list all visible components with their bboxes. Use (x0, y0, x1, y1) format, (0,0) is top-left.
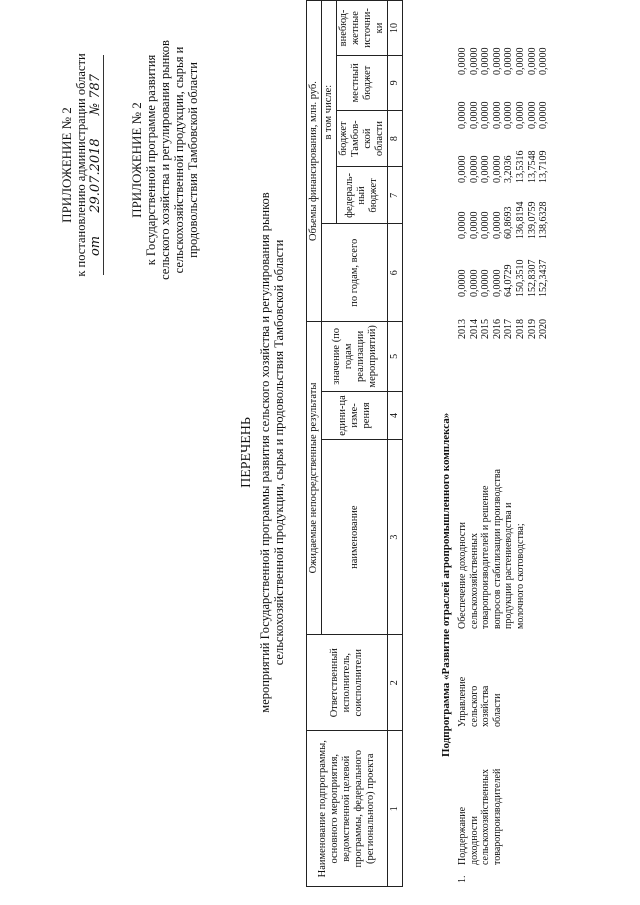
regional-cell: 13,5316 (514, 150, 526, 183)
federal-cell: 138,6328 (538, 201, 550, 239)
federal-cell: 0,0000 (457, 211, 468, 239)
row-result-line: молочного скотоводства; (514, 523, 526, 629)
total-cell: 152,8307 (526, 259, 538, 297)
regional-cell: 13,7109 (538, 150, 550, 183)
total-cell: 152,3437 (538, 259, 550, 297)
total-cell: 0,0000 (480, 269, 492, 297)
row-executor-line: сельского (468, 685, 480, 727)
extra-cell: 0,0000 (468, 47, 480, 75)
col-number: 4 (388, 391, 403, 440)
extra-cell: 0,0000 (538, 47, 550, 75)
signature-prefix: от (88, 235, 103, 257)
extra-column (457, 48, 550, 76)
head-total: по годам, всего (322, 224, 388, 322)
col-number: 10 (388, 1, 403, 56)
total-cell: 150,3510 (514, 259, 526, 297)
subprogram-heading: Подпрограмма «Развитие отраслей агропромышленного комплекса» (440, 412, 452, 757)
extra-cell: 0,0000 (491, 47, 503, 75)
extra-cell: 0,0000 (526, 47, 538, 75)
local-cell: 0,0000 (503, 101, 515, 129)
row-result-line: сельскохозяйственных (468, 533, 480, 629)
col-number: 5 (388, 322, 403, 391)
col-number: 9 (388, 55, 403, 110)
header-table (306, 0, 403, 887)
federal-cell: 0,0000 (480, 211, 492, 239)
total-cell: 0,0000 (457, 269, 468, 297)
federal-cell: 0,0000 (468, 211, 480, 239)
total-cell: 0,0000 (491, 269, 503, 297)
total-cell: 64,0729 (503, 264, 515, 297)
federal-cell: 139,0759 (526, 201, 538, 239)
row-name-line: товаропроизводителей (491, 768, 503, 865)
head-local: местный бюджет (337, 55, 388, 110)
extra-cell: 0,0000 (503, 47, 515, 75)
year-cell: 2016 (491, 319, 503, 339)
col-number: 1 (388, 731, 403, 887)
federal-cell: 0,0000 (491, 211, 503, 239)
federal-column (457, 202, 550, 240)
regional-column (457, 151, 550, 184)
federal-cell: 60,8693 (503, 206, 515, 239)
regional-cell: 0,0000 (468, 155, 480, 183)
title-heading: ПЕРЕЧЕНЬ (239, 417, 254, 488)
title-line2: сельскохозяйственной продукции, сырья и продовольствия Тамбовской области (272, 239, 286, 666)
head-result-name: наименование (322, 440, 388, 635)
row-executor-line: Управление (457, 676, 468, 727)
regional-cell: 13,7548 (526, 150, 538, 183)
local-cell: 0,0000 (468, 101, 480, 129)
year-cell: 2018 (514, 319, 526, 339)
year-cell: 2019 (526, 319, 538, 339)
local-cell: 0,0000 (526, 101, 538, 129)
head-unit: едини-ца изме-рения (322, 391, 388, 440)
years-column (457, 319, 550, 339)
appendix-main-title: ПРИЛОЖЕНИЕ № 2 (59, 107, 74, 223)
regional-cell: 3,2036 (503, 155, 515, 183)
regional-cell: 0,0000 (457, 155, 468, 183)
document-title (240, 20, 286, 885)
year-cell: 2013 (457, 319, 468, 339)
row-result-line: вопросов стабилизации производства (491, 469, 503, 629)
appendix-program-line3: сельского хозяйства и регулирования рынков (158, 40, 172, 280)
col-number: 2 (388, 634, 403, 731)
col-number: 7 (388, 167, 403, 224)
local-cell: 0,0000 (480, 101, 492, 129)
appendix-main-signature (88, 55, 104, 275)
row-result (457, 469, 527, 629)
local-column (457, 102, 550, 130)
appendix-main (60, 15, 104, 315)
year-cell: 2014 (468, 319, 480, 339)
head-value: значение (по годам реализации мероприятий) (322, 322, 388, 391)
row-result-line: продукции растениеводства и (503, 502, 515, 629)
year-cell: 2015 (480, 319, 492, 339)
head-funding: Объемы финансирования, млн. руб. (307, 1, 322, 322)
title-line1: мероприятий Государственной программы развития сельского хозяйства и регулирования рынков (258, 192, 272, 713)
row-executor (457, 677, 503, 727)
extra-cell: 0,0000 (457, 47, 468, 75)
head-extra: внебюд-жетные источни-ки (337, 1, 388, 56)
local-cell: 0,0000 (538, 101, 550, 129)
appendix-program-line2: к Государственной программе развития (144, 54, 158, 266)
local-cell: 0,0000 (514, 101, 526, 129)
row-executor-line: области (491, 693, 503, 727)
regional-cell: 0,0000 (480, 155, 492, 183)
row-result-line: Обеспечение доходности (457, 522, 468, 629)
appendix-main-text: к постановлению администрации области (74, 53, 88, 277)
row-result-line: товаропроизводителей и решение (480, 485, 492, 629)
year-cell: 2020 (538, 319, 550, 339)
col-number: 8 (388, 110, 403, 167)
row-name (457, 769, 503, 865)
head-name: Наименование подпрограммы, основного мероприятия, ведомственной целевой программы, федерального (регионального) проекта (307, 731, 388, 887)
signature-date: 29.07.2018 (88, 138, 103, 213)
regional-cell: 0,0000 (491, 155, 503, 183)
local-cell: 0,0000 (457, 101, 468, 129)
row-executor-line: хозяйства (480, 685, 492, 727)
appendix-program-title: ПРИЛОЖЕНИЕ № 2 (129, 102, 144, 218)
head-regional: бюджет Тамбов-ской области (337, 110, 388, 167)
extra-cell: 0,0000 (480, 47, 492, 75)
col-number: 3 (388, 440, 403, 635)
appendix-program-line4: сельскохозяйственной продукции, сырья и (172, 46, 186, 274)
row-name-line: доходности (468, 815, 480, 865)
total-cell: 0,0000 (468, 269, 480, 297)
head-federal: федераль-ный бюджет (337, 167, 388, 224)
federal-cell: 136,8194 (514, 201, 526, 239)
local-cell: 0,0000 (491, 101, 503, 129)
appendix-program (130, 15, 200, 305)
column-numbers-row (388, 1, 403, 887)
signature-number: № 787 (88, 73, 103, 116)
row-name-line: Поддержание (457, 806, 468, 865)
year-cell: 2017 (503, 319, 515, 339)
head-incl: в том числе: (322, 1, 337, 224)
total-column (457, 260, 550, 298)
row-index: 1. (457, 875, 468, 883)
head-executor: Ответственный исполнитель, соисполнители (307, 634, 388, 731)
extra-cell: 0,0000 (514, 47, 526, 75)
row-name-line: сельскохозяйственных (480, 769, 492, 865)
head-results: Ожидаемые непосредственные результаты (307, 322, 322, 635)
col-number: 6 (388, 224, 403, 322)
appendix-program-line5: продовольствия Тамбовской области (186, 62, 200, 258)
